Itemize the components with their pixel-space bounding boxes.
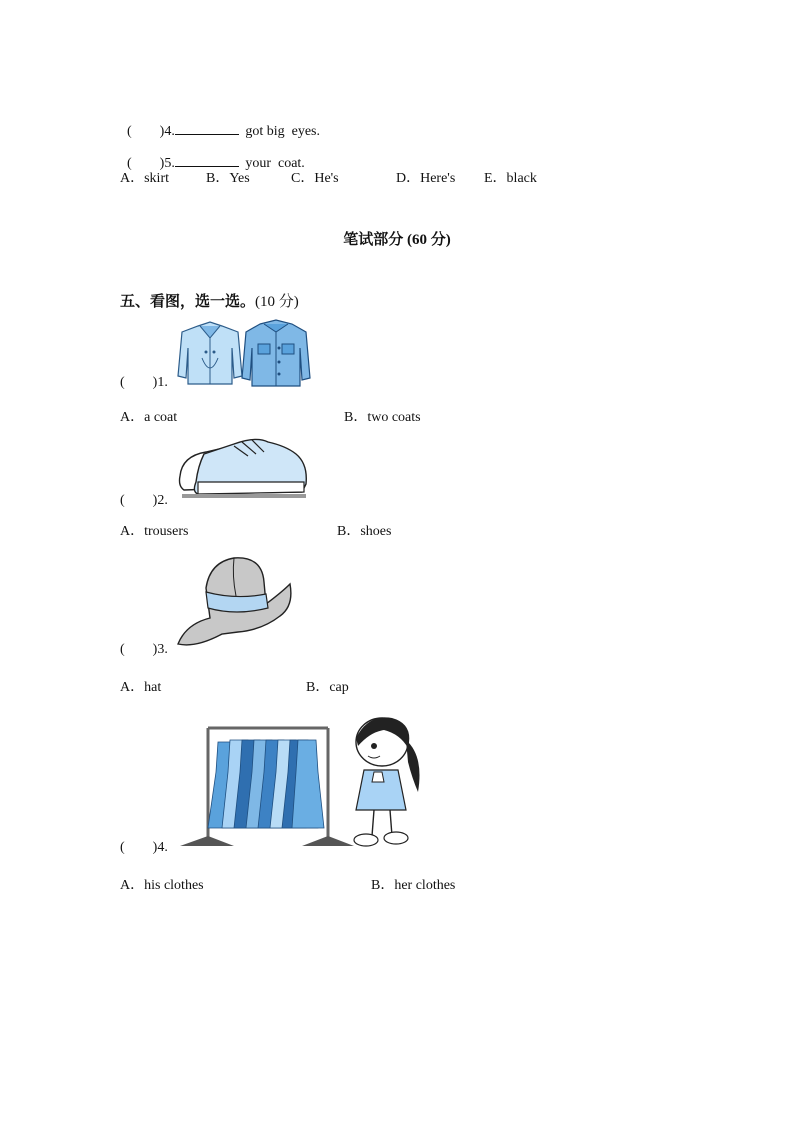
heading-score: (10 分) — [255, 294, 299, 310]
item-3-option-a: A．hat — [120, 680, 162, 695]
option-a: A．skirt — [120, 171, 169, 186]
item-4-option-b: B．her clothes — [371, 878, 456, 893]
item-4-number: ( )4. — [120, 840, 168, 855]
item-3-option-b: B．cap — [306, 680, 349, 695]
answer-blank[interactable] — [175, 154, 239, 167]
heading-text: 五、看图，选一选。 — [120, 294, 256, 310]
option-d: D．Here's — [396, 171, 456, 186]
hat-icon — [176, 552, 294, 654]
item-3-number: ( )3. — [120, 642, 168, 657]
item-4-option-a: A．his clothes — [120, 878, 204, 893]
option-e: E．black — [484, 171, 537, 186]
two-jackets-icon — [176, 318, 312, 390]
item-1-number: ( )1. — [120, 375, 168, 390]
section-title: 笔试部分 (60 分) — [343, 232, 451, 248]
part-five-heading — [120, 290, 299, 311]
item-1-option-b: B．two coats — [344, 410, 421, 425]
item-2-number: ( )2. — [120, 493, 168, 508]
dresses-rack-and-girl-icon — [178, 712, 428, 854]
item-2-option-a: A．trousers — [120, 524, 189, 539]
item-2-option-b: B．shoes — [337, 524, 392, 539]
shoes-icon — [176, 432, 312, 504]
question-4-text: got big eyes. — [241, 124, 320, 139]
option-c: C．He's — [291, 171, 339, 186]
question-4-number: ( )4. — [127, 124, 175, 139]
item-1-option-a: A．a coat — [120, 410, 178, 425]
answer-blank[interactable] — [175, 122, 239, 135]
option-b: B．Yes — [206, 171, 250, 186]
question-5-text: your coat. — [241, 156, 305, 171]
question-5-number: ( )5. — [127, 156, 175, 171]
